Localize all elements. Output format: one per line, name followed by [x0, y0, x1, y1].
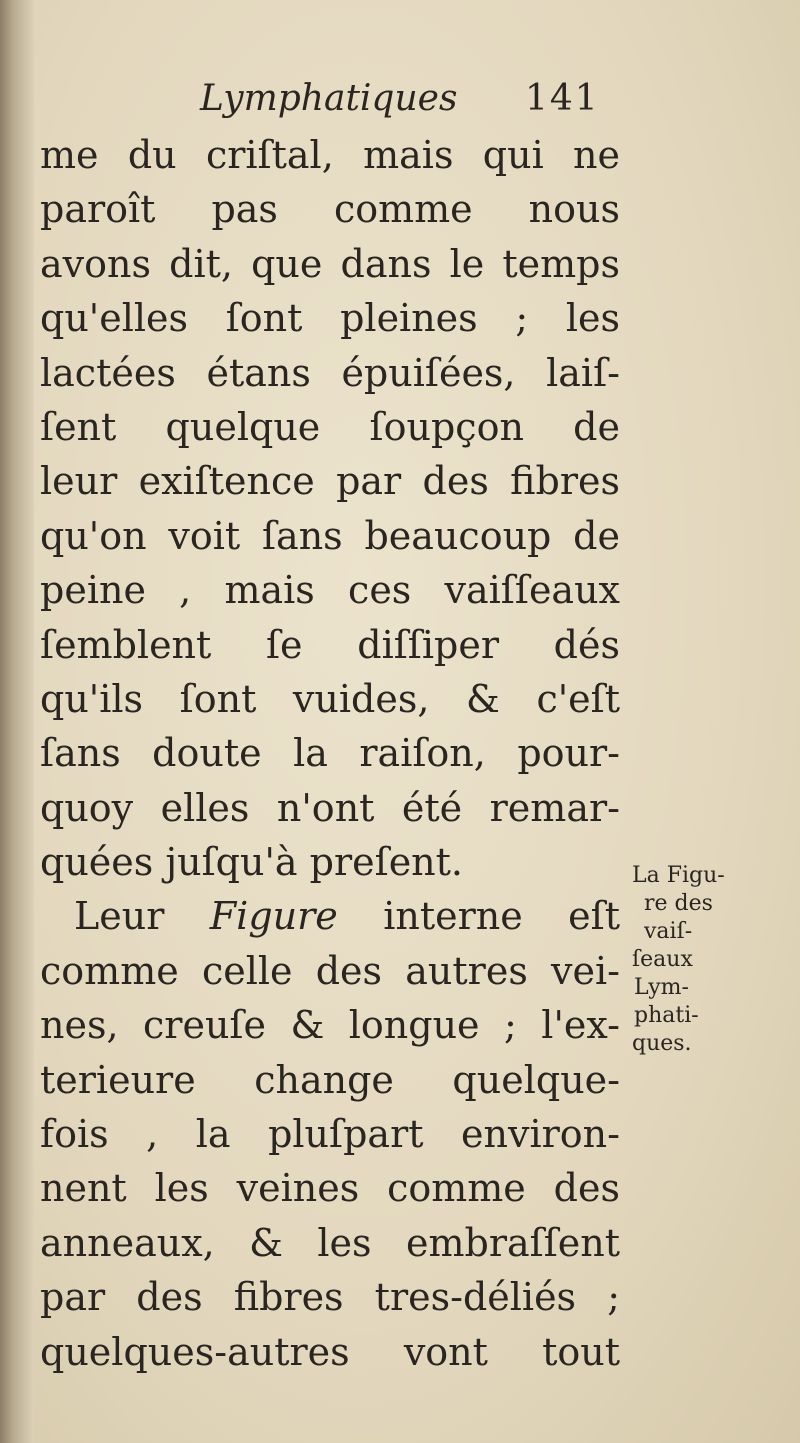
running-title: Lymphatiques: [200, 78, 458, 119]
page-gutter-shadow: [0, 0, 34, 1443]
text-line: comme celle des autres vei-: [40, 948, 620, 993]
text-line: avons dit, que dans le temps: [40, 241, 620, 286]
figure-lead: Leur: [74, 894, 210, 939]
text-line: peine , mais ces vaiſſeaux: [40, 568, 620, 613]
text-line: paroît pas comme nous: [40, 187, 620, 232]
margin-note: [632, 862, 732, 1058]
text-line: terieure change quelque-: [40, 1057, 620, 1102]
text-line: fois , la pluſpart environ-: [40, 1112, 620, 1157]
figure-italic-word: Figure: [209, 894, 338, 939]
text-line: qu'ils ſont vuides, & c'eſt: [40, 676, 620, 721]
margin-note-line: ques.: [632, 1031, 692, 1056]
text-line: anneaux, & les embraſſent: [40, 1220, 620, 1265]
margin-note-line: La Figu-: [632, 863, 725, 888]
text-line: lactées étans épuiſées, laiſ-: [40, 350, 620, 395]
text-line: ſent quelque ſoupçon de: [40, 404, 620, 449]
text-line-figure: [40, 889, 620, 943]
text-line: qu'on voit ſans beaucoup de: [40, 513, 620, 558]
text-line: quoy elles n'ont été remar-: [40, 785, 620, 830]
text-line: me du criſtal, mais qui ne: [40, 133, 620, 177]
margin-note-line: re des: [644, 891, 713, 916]
text-line: nes, creuſe & longue ; l'ex-: [40, 1003, 620, 1048]
text-line: quées juſqu'à preſent.: [40, 840, 464, 885]
text-line: ſans doute la raiſon, pour-: [40, 731, 620, 776]
body-text: [40, 128, 620, 1379]
text-line: leur exiſtence par des fibres: [40, 459, 620, 504]
margin-note-line: vaiſ-: [644, 919, 693, 944]
running-head: [60, 70, 640, 130]
text-line: nent les veines comme des: [40, 1166, 620, 1211]
text-line: quelques-autres vont tout: [40, 1329, 620, 1374]
margin-note-line: phati-: [634, 1003, 699, 1028]
text-line: ſemblent ſe diſſiper dés: [40, 622, 620, 667]
figure-rest: interne eſt: [337, 894, 620, 939]
page-number: 141: [525, 78, 600, 119]
margin-note-line: Lym-: [634, 975, 689, 1000]
margin-note-line: ſeaux: [632, 947, 693, 972]
text-line: par des fibres tres-déliés ;: [40, 1275, 620, 1320]
text-line: qu'elles ſont pleines ; les: [40, 296, 620, 341]
